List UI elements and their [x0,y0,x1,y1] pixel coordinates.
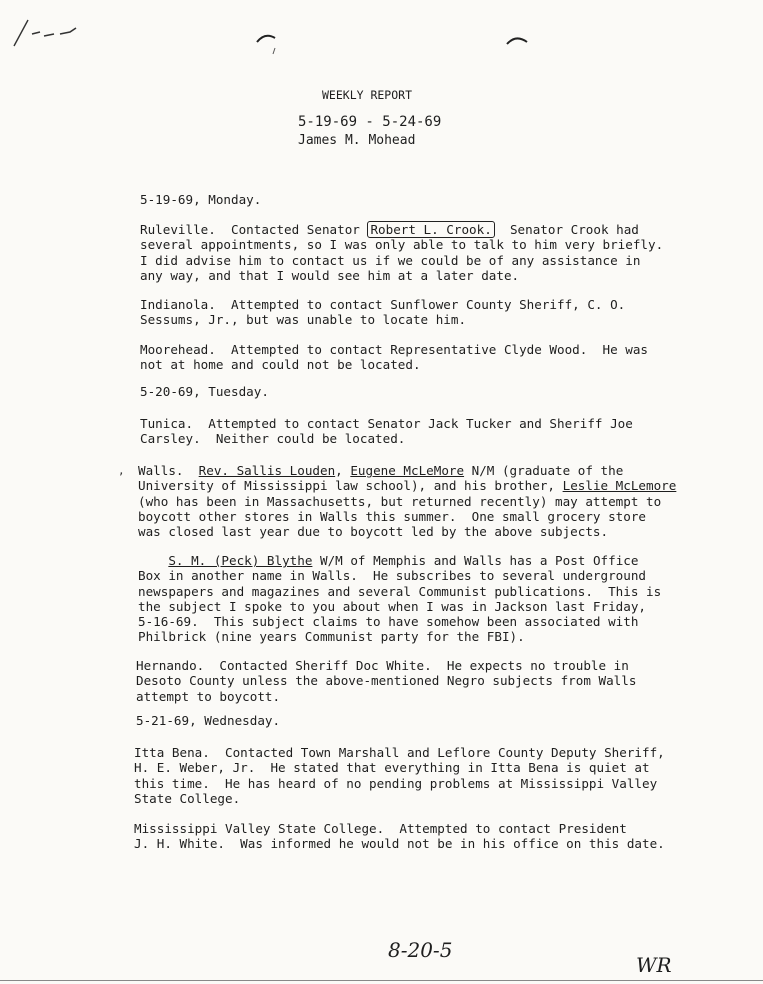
paragraph-hernando: Hernando. Contacted Sheriff Doc White. He expects no trouble in Desoto County unless the above-mentioned Negro subjects from Walls attempt to boycott. [136,658,637,704]
paragraph-mvsc: Mississippi Valley State College. Attempted to contact President J. H. White. Was informed he would not be in his office on this date. [134,821,665,852]
paragraph-ruleville: Ruleville. Contacted Senator Robert L. Crook. Senator Crook had several appointments, so I was only able to talk to him very briefly. I did advise him to contact us if we could be of any assistance in any way, and that I would see him at a later date. [140,222,664,283]
paragraph-moorehead: Moorehead. Attempted to contact Representative Clyde Wood. He was not at home and could not be located. [140,342,648,373]
report-author: James M. Mohead [298,133,416,148]
margin-tick-mark: , [118,464,125,477]
handwritten-page-code: 8-20-5 [388,938,453,962]
paragraph-walls: Walls. Rev. Sallis Louden, Eugene McLeMore N/M (graduate of the University of Mississippi law school), and his brother, Leslie McLemore (who has been in Massachusetts, but returned recently) may attempt to boycott other stores in Walls this summer. One small grocery store was closed last year due to boycott led by the above subjects. [138,463,677,540]
paragraph-indianola: Indianola. Attempted to contact Sunflower County Sheriff, C. O. Sessums, Jr., but was unable to locate him. [140,297,626,328]
paragraph-itta-bena: Itta Bena. Contacted Town Marshall and Leflore County Deputy Sheriff, H. E. Weber, Jr. He stated that everything in Itta Bena is quiet at this time. He has heard of no pending problems at Mississippi Valley State College. [134,745,665,806]
day-heading-monday: 5-19-69, Monday. [140,192,262,207]
report-date-range: 5-19-69 - 5-24-69 [298,114,442,130]
handwritten-initials: WR [636,953,672,977]
boxed-name-robert-crook: Robert L. Crook. [367,221,494,238]
underlined-name-louden: Rev. Sallis Louden [198,463,336,478]
day-heading-tuesday: 5-20-69, Tuesday. [140,384,269,399]
underlined-name-eugene-mclemore: Eugene McLeMore [350,463,465,478]
day-heading-wednesday: 5-21-69, Wednesday. [136,713,281,728]
pen-scribble-top-left [10,12,100,52]
report-title: WEEKLY REPORT [322,88,413,102]
underlined-name-leslie-mclemore: Leslie McLemore [562,478,677,494]
page-bottom-edge [0,980,763,981]
hole-punch-mark-right [505,32,535,52]
hole-punch-mark-left [255,30,285,60]
paragraph-blythe: S. M. (Peck) Blythe W/M of Memphis and Walls has a Post Office Box in another name in Walls. He subscribes to several underground newspapers and magazines and several Communist publications. This is the subject I spoke to you about when I was in Jackson last Friday, 5-16-69. This subject claims to have somehow been associated with Philbrick (nine years Communist party for the FBI). [138,553,662,645]
underlined-name-blythe: S. M. (Peck) Blythe [168,553,313,568]
paragraph-tunica: Tunica. Attempted to contact Senator Jack Tucker and Sheriff Joe Carsley. Neither could be located. [140,416,633,447]
